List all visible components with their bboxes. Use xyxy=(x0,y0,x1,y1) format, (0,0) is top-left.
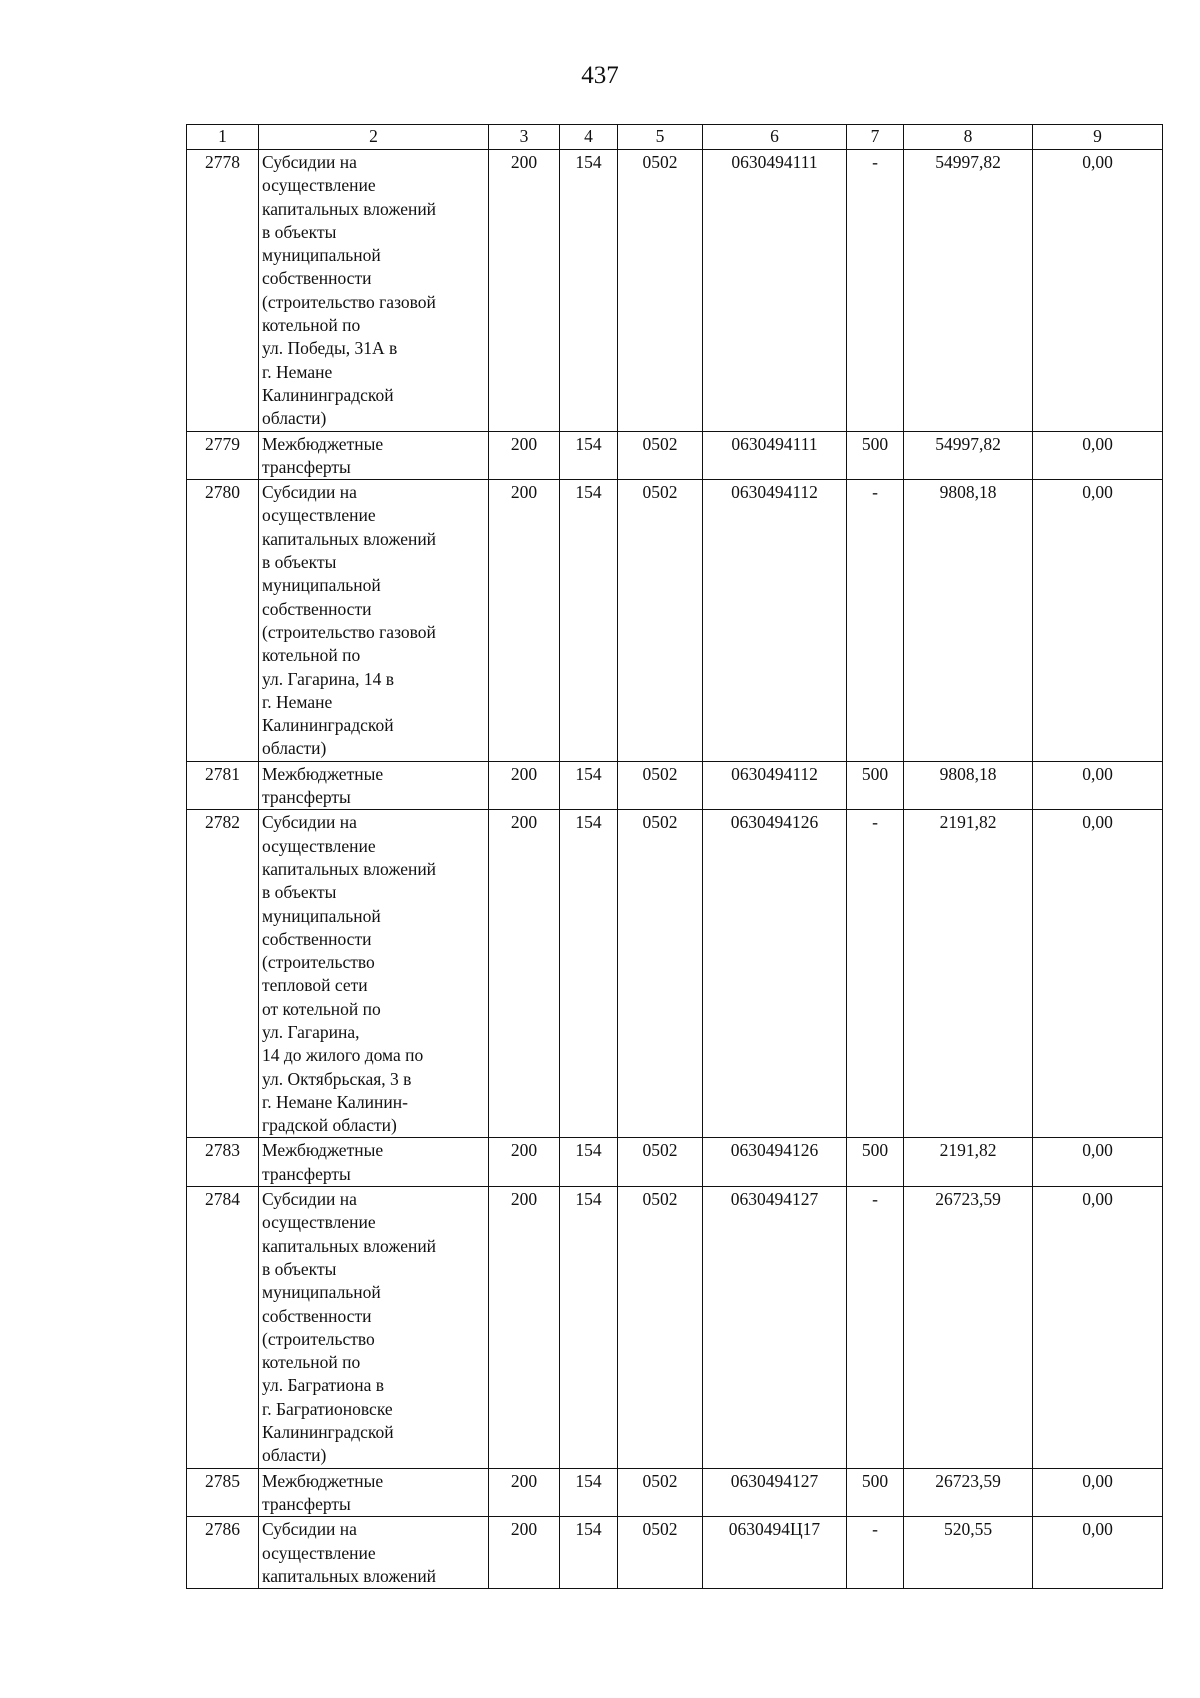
description-line: Межбюджетные xyxy=(262,433,384,454)
col3-cell: 200 xyxy=(489,1468,560,1517)
col7-cell: - xyxy=(847,810,904,1138)
description-line: тепловой сети xyxy=(262,975,368,996)
col5-cell: 0502 xyxy=(618,1187,703,1469)
description-line: осуществление xyxy=(262,1212,376,1233)
description-line: трансферты xyxy=(262,456,351,477)
description-line: Межбюджетные xyxy=(262,763,384,784)
col3-cell: 200 xyxy=(489,1187,560,1469)
col4-cell: 154 xyxy=(560,1517,618,1589)
description-line: в объекты xyxy=(262,221,337,242)
description-line: (строительство газовой xyxy=(262,291,436,312)
col4-cell: 154 xyxy=(560,810,618,1138)
col3-cell: 200 xyxy=(489,810,560,1138)
row-number-cell: 2785 xyxy=(187,1468,259,1517)
description-line: собственности xyxy=(262,268,372,289)
col4-cell: 154 xyxy=(560,480,618,762)
description-line: собственности xyxy=(262,1305,372,1326)
description-line: муниципальной xyxy=(262,245,381,266)
description-line: собственности xyxy=(262,928,372,949)
header-cell: 7 xyxy=(847,125,904,150)
col6-code-cell: 0630494127 xyxy=(703,1468,847,1517)
description-line: капитальных вложений xyxy=(262,1565,437,1586)
row-number-cell: 2784 xyxy=(187,1187,259,1469)
description-line: муниципальной xyxy=(262,1282,381,1303)
description-cell xyxy=(259,1517,489,1589)
row-number-cell: 2779 xyxy=(187,431,259,480)
amount2-cell: 0,00 xyxy=(1033,150,1163,432)
col6-code-cell: 0630494126 xyxy=(703,810,847,1138)
col6-code-cell: 0630494112 xyxy=(703,480,847,762)
amount2-cell: 0,00 xyxy=(1033,1138,1163,1187)
col6-code-cell: 0630494126 xyxy=(703,1138,847,1187)
amount-cell: 54997,82 xyxy=(904,150,1033,432)
col3-cell: 200 xyxy=(489,761,560,810)
description-line: Субсидии на xyxy=(262,1519,357,1540)
description-line: капитальных вложений xyxy=(262,198,437,219)
description-line: (строительство xyxy=(262,1328,375,1349)
table-row xyxy=(187,761,1163,810)
description-cell xyxy=(259,761,489,810)
col5-cell: 0502 xyxy=(618,1468,703,1517)
table-row xyxy=(187,1187,1163,1469)
description-cell xyxy=(259,150,489,432)
description-cell xyxy=(259,431,489,480)
description-cell xyxy=(259,1138,489,1187)
description-line: осуществление xyxy=(262,835,376,856)
description-line: 14 до жилого дома по xyxy=(262,1045,424,1066)
description-line: Субсидии на xyxy=(262,482,357,503)
description-line: ул. Багратиона в xyxy=(262,1375,385,1396)
table-row xyxy=(187,1517,1163,1589)
col5-cell: 0502 xyxy=(618,480,703,762)
description-line: г. Немане xyxy=(262,361,333,382)
col7-cell: 500 xyxy=(847,1468,904,1517)
row-number-cell: 2778 xyxy=(187,150,259,432)
header-cell: 9 xyxy=(1033,125,1163,150)
description-line: осуществление xyxy=(262,175,376,196)
description-line: котельной по xyxy=(262,1352,361,1373)
col7-cell: 500 xyxy=(847,761,904,810)
row-number-cell: 2783 xyxy=(187,1138,259,1187)
description-cell xyxy=(259,1187,489,1469)
description-line: муниципальной xyxy=(262,575,381,596)
page-number: 437 xyxy=(581,62,619,89)
table-row xyxy=(187,431,1163,480)
col7-cell: - xyxy=(847,480,904,762)
col4-cell: 154 xyxy=(560,431,618,480)
amount2-cell: 0,00 xyxy=(1033,761,1163,810)
description-line: ул. Победы, 31А в xyxy=(262,338,398,359)
description-line: капитальных вложений xyxy=(262,1235,437,1256)
header-cell: 6 xyxy=(703,125,847,150)
description-line: Межбюджетные xyxy=(262,1470,384,1491)
description-line: Калининградской xyxy=(262,384,394,405)
description-line: Калининградской xyxy=(262,1422,394,1443)
description-line: ул. Гагарина, xyxy=(262,1021,360,1042)
col7-cell: 500 xyxy=(847,431,904,480)
description-line: области) xyxy=(262,1445,327,1466)
col4-cell: 154 xyxy=(560,1468,618,1517)
description-line: в объекты xyxy=(262,552,337,573)
table-row xyxy=(187,150,1163,432)
table-row xyxy=(187,1468,1163,1517)
amount2-cell: 0,00 xyxy=(1033,810,1163,1138)
amount2-cell: 0,00 xyxy=(1033,1517,1163,1589)
description-line: муниципальной xyxy=(262,905,381,926)
amount2-cell: 0,00 xyxy=(1033,1187,1163,1469)
amount2-cell: 0,00 xyxy=(1033,431,1163,480)
col5-cell: 0502 xyxy=(618,761,703,810)
description-line: области) xyxy=(262,408,327,429)
col3-cell: 200 xyxy=(489,431,560,480)
col6-code-cell: 0630494111 xyxy=(703,150,847,432)
description-line: (строительство xyxy=(262,952,375,973)
col6-code-cell: 0630494Ц17 xyxy=(703,1517,847,1589)
description-line: г. Немане Калинин- xyxy=(262,1091,408,1112)
budget-table xyxy=(186,124,1163,1589)
description-line: Калининградской xyxy=(262,715,394,736)
amount-cell: 520,55 xyxy=(904,1517,1033,1589)
description-line: градской области) xyxy=(262,1115,397,1136)
description-line: котельной по xyxy=(262,315,361,336)
amount-cell: 54997,82 xyxy=(904,431,1033,480)
col6-code-cell: 0630494112 xyxy=(703,761,847,810)
amount-cell: 2191,82 xyxy=(904,1138,1033,1187)
description-line: ул. Гагарина, 14 в xyxy=(262,668,394,689)
amount-cell: 2191,82 xyxy=(904,810,1033,1138)
row-number-cell: 2781 xyxy=(187,761,259,810)
amount2-cell: 0,00 xyxy=(1033,1468,1163,1517)
description-line: трансферты xyxy=(262,1163,351,1184)
header-cell: 3 xyxy=(489,125,560,150)
col6-code-cell: 0630494111 xyxy=(703,431,847,480)
description-cell xyxy=(259,810,489,1138)
description-line: трансферты xyxy=(262,1493,351,1514)
description-line: Субсидии на xyxy=(262,152,357,172)
col4-cell: 154 xyxy=(560,1138,618,1187)
description-line: в объекты xyxy=(262,882,337,903)
col3-cell: 200 xyxy=(489,1138,560,1187)
col6-code-cell: 0630494127 xyxy=(703,1187,847,1469)
header-cell: 4 xyxy=(560,125,618,150)
description-line: осуществление xyxy=(262,1542,376,1563)
col7-cell: - xyxy=(847,1517,904,1589)
col4-cell: 154 xyxy=(560,761,618,810)
row-number-cell: 2782 xyxy=(187,810,259,1138)
description-line: осуществление xyxy=(262,505,376,526)
col7-cell: 500 xyxy=(847,1138,904,1187)
description-line: трансферты xyxy=(262,787,351,808)
header-cell: 1 xyxy=(187,125,259,150)
row-number-cell: 2786 xyxy=(187,1517,259,1589)
description-line: собственности xyxy=(262,598,372,619)
description-line: котельной по xyxy=(262,645,361,666)
table-row xyxy=(187,480,1163,762)
row-number-cell: 2780 xyxy=(187,480,259,762)
col5-cell: 0502 xyxy=(618,1517,703,1589)
description-line: Субсидии на xyxy=(262,812,357,833)
header-row xyxy=(187,125,1163,150)
col4-cell: 154 xyxy=(560,1187,618,1469)
col3-cell: 200 xyxy=(489,150,560,432)
header-cell: 8 xyxy=(904,125,1033,150)
col5-cell: 0502 xyxy=(618,810,703,1138)
description-line: (строительство газовой xyxy=(262,621,436,642)
col5-cell: 0502 xyxy=(618,1138,703,1187)
amount-cell: 26723,59 xyxy=(904,1187,1033,1469)
table-row xyxy=(187,810,1163,1138)
description-line: области) xyxy=(262,738,327,759)
description-line: г. Багратионовске xyxy=(262,1398,393,1419)
col5-cell: 0502 xyxy=(618,150,703,432)
description-line: г. Немане xyxy=(262,691,333,712)
description-line: капитальных вложений xyxy=(262,858,437,879)
description-line: Межбюджетные xyxy=(262,1140,384,1161)
description-line: Субсидии на xyxy=(262,1189,357,1210)
description-line: ул. Октябрьская, 3 в xyxy=(262,1068,412,1089)
amount2-cell: 0,00 xyxy=(1033,480,1163,762)
description-line: в объекты xyxy=(262,1258,337,1279)
amount-cell: 9808,18 xyxy=(904,480,1033,762)
col3-cell: 200 xyxy=(489,1517,560,1589)
amount-cell: 26723,59 xyxy=(904,1468,1033,1517)
description-cell xyxy=(259,1468,489,1517)
col3-cell: 200 xyxy=(489,480,560,762)
amount-cell: 9808,18 xyxy=(904,761,1033,810)
col7-cell: - xyxy=(847,150,904,432)
description-line: от котельной по xyxy=(262,998,381,1019)
description-cell xyxy=(259,480,489,762)
header-cell: 5 xyxy=(618,125,703,150)
col4-cell: 154 xyxy=(560,150,618,432)
description-line: капитальных вложений xyxy=(262,528,437,549)
col7-cell: - xyxy=(847,1187,904,1469)
table-row xyxy=(187,1138,1163,1187)
col5-cell: 0502 xyxy=(618,431,703,480)
header-cell: 2 xyxy=(259,125,489,150)
